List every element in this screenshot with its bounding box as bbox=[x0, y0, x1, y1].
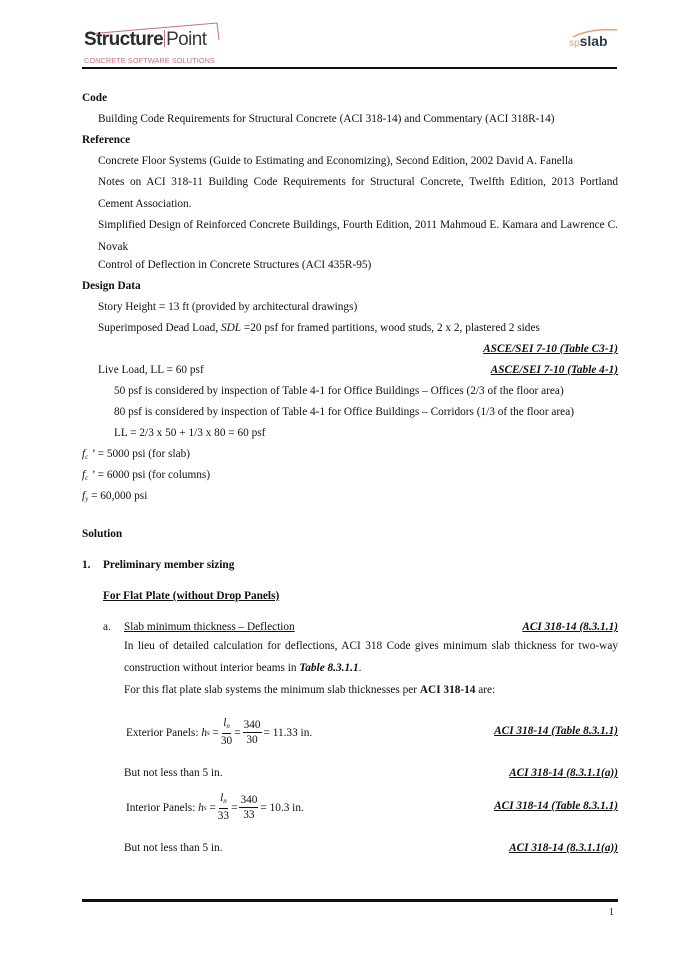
live-load-note: 50 psf is considered by inspection of Table 4-1 for Office Buildings – Offices (2/3 of the floor area) bbox=[114, 385, 564, 397]
spslab-name: slab bbox=[579, 33, 608, 49]
fy-symbol: f bbox=[82, 490, 86, 502]
fc-prime: ’ bbox=[88, 469, 95, 481]
item-letter: a. bbox=[103, 621, 111, 633]
ln-subscript: n bbox=[223, 797, 227, 805]
numerator: 340 bbox=[240, 793, 258, 806]
spslab-prefix: sp bbox=[569, 38, 580, 49]
solution-heading: Solution bbox=[82, 528, 123, 540]
interior-panels-equation: Interior Panels: h s = $\frac{l_n}{33}$ = $\frac{340}{33}$ = 10.3 in. bbox=[126, 792, 304, 822]
hs-symbol: h bbox=[201, 726, 207, 739]
fc-subscript: c bbox=[85, 453, 89, 461]
hs-subscript: s bbox=[203, 803, 207, 812]
logo-tagline: CONCRETE SOFTWARE SOLUTIONS bbox=[84, 56, 215, 65]
hs-symbol: h bbox=[198, 801, 204, 814]
denominator: 30 bbox=[246, 733, 258, 746]
interior-minimum: But not less than 5 in. bbox=[124, 842, 223, 854]
paragraph-end: are: bbox=[475, 684, 496, 696]
paragraph-text: For this flat plate slab systems the minimum slab thicknesses per bbox=[124, 684, 420, 696]
fy-subscript: y bbox=[85, 495, 89, 503]
denominator: 33 bbox=[243, 808, 255, 821]
exterior-minimum-reference: ACI 318-14 (8.3.1.1(a)) bbox=[509, 767, 618, 779]
reference-item: Concrete Floor Systems (Guide to Estimating and Economizing), Second Edition, 2002 David A. Fanella bbox=[98, 155, 574, 167]
denominator: 33 bbox=[217, 810, 230, 822]
ln-symbol: l bbox=[223, 717, 227, 729]
design-data-heading: Design Data bbox=[82, 280, 141, 292]
table-reference: Table 8.3.1.1 bbox=[299, 661, 359, 674]
code-name: ACI 318-14 bbox=[419, 684, 476, 696]
exterior-code-reference: ACI 318-14 (Table 8.3.1.1) bbox=[494, 725, 618, 737]
sdl-symbol: SDL bbox=[220, 322, 242, 334]
ln-symbol: l bbox=[220, 792, 224, 804]
reference-item: Simplified Design of Reinforced Concrete Buildings, Fourth Edition, 2011 Mahmoud E. Kamara and Lawrence C. Novak bbox=[98, 219, 618, 253]
logo-divider bbox=[164, 30, 165, 47]
interior-code-reference: ACI 318-14 (Table 8.3.1.1) bbox=[494, 800, 618, 812]
code-heading: Code bbox=[82, 92, 108, 104]
fc-subscript: c bbox=[85, 474, 89, 482]
equation-result: = 10.3 in. bbox=[260, 801, 304, 814]
fy bbox=[82, 490, 147, 503]
section-number: 1. bbox=[82, 559, 91, 571]
live-load: Live Load, LL = 60 psf bbox=[98, 364, 204, 376]
paragraph-text: In lieu of detailed calculation for deflections, ACI 318 Code gives minimum slab thickness for two-way construction without interior beams in bbox=[124, 640, 618, 674]
superimposed-dead-load bbox=[98, 322, 540, 334]
hs-subscript: s bbox=[206, 728, 210, 737]
fraction-340-over-33 bbox=[239, 793, 258, 823]
fc-slab-value: = 5000 psi (for slab) bbox=[94, 448, 191, 460]
reference-item: Notes on ACI 318-11 Building Code Requirements for Structural Concrete, Twelfth Edition, 2013 Portland Cement Association. bbox=[98, 176, 618, 210]
equation-label: Exterior Panels: bbox=[126, 726, 199, 739]
fc-columns-value: = 6000 psi (for columns) bbox=[94, 469, 211, 481]
exterior-minimum: But not less than 5 in. bbox=[124, 767, 223, 779]
fc-symbol: f bbox=[82, 448, 86, 460]
fc-slab bbox=[82, 448, 190, 461]
equation-label: Interior Panels: bbox=[126, 801, 196, 814]
story-height: Story Height = 13 ft (provided by architectural drawings) bbox=[98, 301, 358, 313]
numerator: 340 bbox=[243, 718, 261, 731]
code-item: Building Code Requirements for Structural Concrete (ACI 318-14) and Commentary (ACI 318R-14) bbox=[98, 113, 555, 125]
fy-value: = 60,000 psi bbox=[88, 490, 148, 502]
equation-result: = 11.33 in. bbox=[263, 726, 313, 739]
reference-item: Control of Deflection in Concrete Structures (ACI 435R-95) bbox=[98, 259, 372, 271]
subsection-title: For Flat Plate (without Drop Panels) bbox=[103, 590, 280, 602]
section-title: Preliminary member sizing bbox=[103, 559, 235, 571]
reference-heading: Reference bbox=[82, 134, 131, 146]
item-code-reference: ACI 318-14 (8.3.1.1) bbox=[522, 621, 618, 633]
footer-divider bbox=[82, 899, 618, 902]
live-load-calculation: LL = 2/3 x 50 + 1/3 x 80 = 60 psf bbox=[114, 427, 266, 439]
live-load-note: 80 psf is considered by inspection of Table 4-1 for Office Buildings – Corridors (1/3 of the floor area) bbox=[114, 406, 574, 418]
sdl-code-reference: ASCE/SEI 7-10 (Table C3-1) bbox=[483, 343, 618, 355]
logo-wordmark bbox=[84, 29, 206, 51]
interior-minimum-reference: ACI 318-14 (8.3.1.1(a)) bbox=[509, 842, 618, 854]
page-number: 1 bbox=[609, 907, 614, 918]
thickness-intro bbox=[124, 684, 495, 696]
sdl-label: Superimposed Dead Load, bbox=[98, 322, 221, 334]
structurepoint-logo bbox=[82, 22, 222, 70]
exterior-panels-equation: Exterior Panels: h s = $\frac{l_n}{30}$ = $\frac{340}{30}$ = 11.33 in. bbox=[126, 717, 313, 747]
ln-subscript: n bbox=[226, 722, 230, 730]
logo-bold-text: Structure bbox=[84, 29, 164, 50]
fc-columns bbox=[82, 469, 210, 482]
fraction-340-over-30 bbox=[243, 718, 262, 748]
logo-light-text: Point bbox=[166, 29, 207, 50]
fc-prime: ’ bbox=[88, 448, 95, 460]
denominator: 30 bbox=[220, 735, 233, 747]
sdl-value: =20 psf for framed partitions, wood studs, 2 x 2, plastered 2 sides bbox=[241, 322, 540, 334]
live-load-code-reference: ASCE/SEI 7-10 (Table 4-1) bbox=[490, 364, 618, 376]
spslab-logo bbox=[569, 33, 608, 49]
paragraph-end: . bbox=[358, 661, 362, 674]
fc-symbol: f bbox=[82, 469, 86, 481]
fraction-ln-over-33 bbox=[218, 791, 229, 824]
header-divider bbox=[82, 67, 617, 69]
deflection-paragraph bbox=[124, 636, 618, 679]
item-title: Slab minimum thickness – Deflection bbox=[124, 621, 295, 633]
fraction-ln-over-30 bbox=[221, 716, 232, 749]
